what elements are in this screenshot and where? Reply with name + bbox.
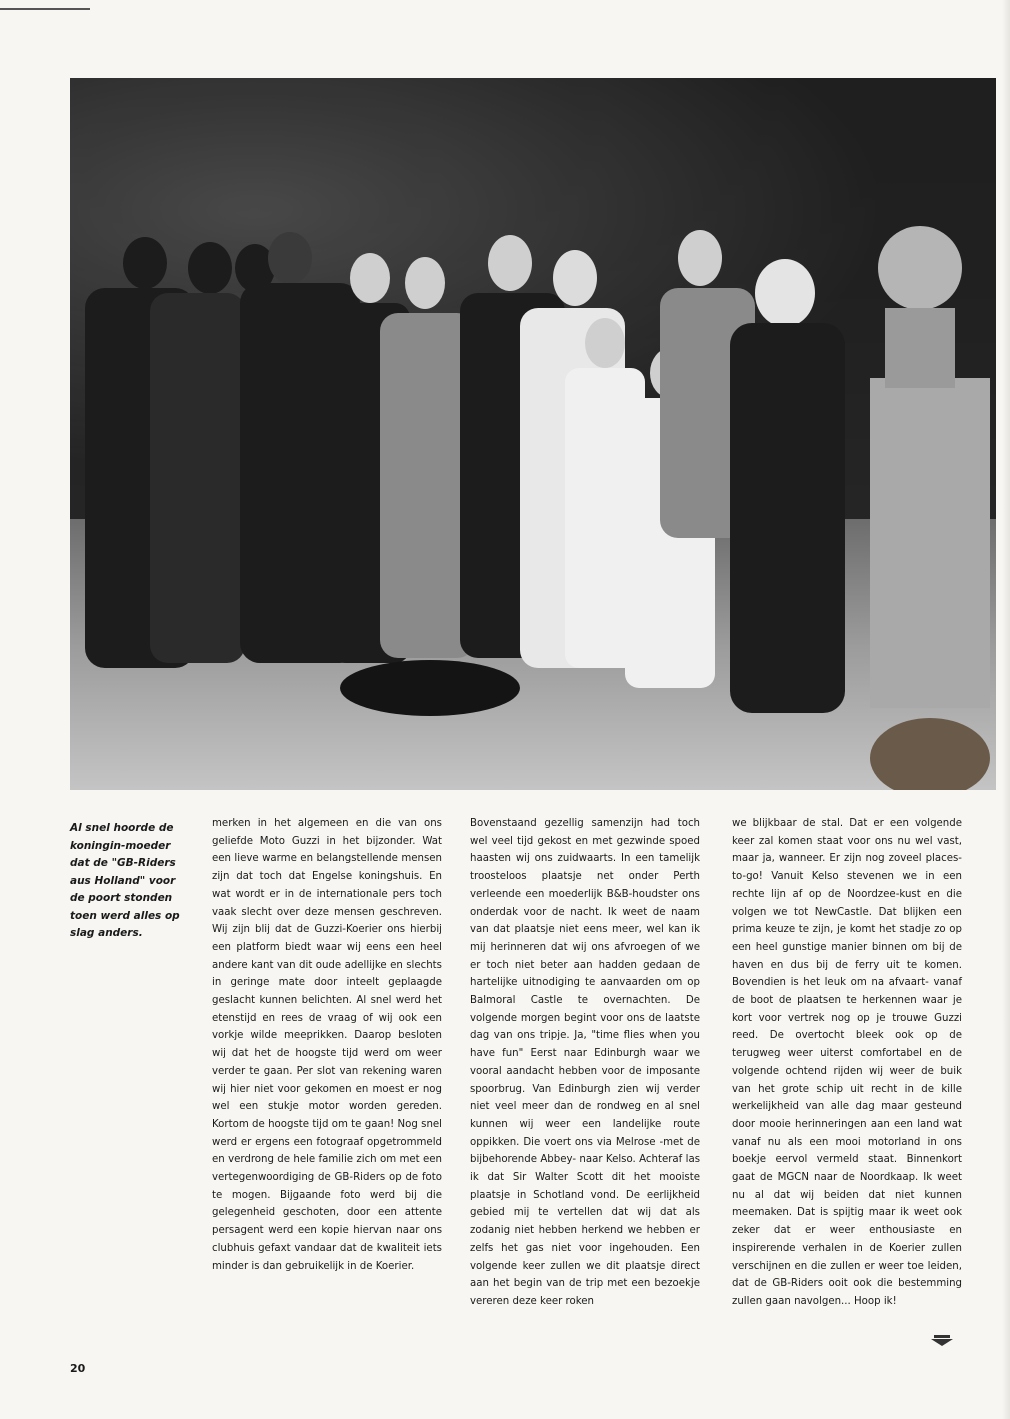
text-column-2 bbox=[470, 815, 700, 1311]
dog-corner bbox=[870, 718, 990, 790]
dog-foreground bbox=[340, 660, 520, 716]
column-2-text: Bovenstaand gezellig samenzijn had toch wel veel tijd gekost en met gezwinde spoed haasten wij ons zuidwaarts. In een tamelijk troosteloos plaatsje net onder Perth verleende een moederlijk B&B-houdster ons onderdak voor de nacht. Ik weet de naam van dat plaatsje niet eens meer, wel kan ik mij herinneren dat wij ons afvroegen of we er toch niet beter aan hadden gedaan de hartelijke uitnodiging te aanvaarden om op Balmoral Castle te overnachten. De volgende morgen begint voor ons de laatste dag van ons tripje. Ja, "time flies when you have fun" Eerst naar Edinburgh waar we vooral aandacht hebben voor de imposante spoorbrug. Van Edinburgh zien wij verder niet veel meer dan de rondweg en al snel kunnen wij weer een landelijke route oppikken. Die voert ons via Melrose -met de bijbehorende Abbey- naar Kelso. Achteraf las ik dat Sir Walter Scott dit het mooiste plaatsje in Schotland vond. De eerlijkheid gebied mij te vertellen dat wij dat als zodanig niet hebben herkend we hebben er zelfs het gas niet voor ingehouden. Een volgende keer zullen we dit plaatsje direct aan het begin van de trip met een bezoekje vereren deze keer roken bbox=[470, 818, 700, 1307]
page-edge bbox=[1002, 0, 1010, 1419]
text-column-1 bbox=[212, 815, 442, 1275]
photo-caption: Al snel hoorde de koningin-moeder dat de "GB-Riders aus Holland" voor de poort stonden toen werd alles op slag anders. bbox=[70, 822, 180, 939]
group-figures bbox=[70, 78, 996, 790]
end-mark-icon bbox=[930, 1333, 954, 1347]
text-column-3 bbox=[732, 815, 962, 1311]
top-rule bbox=[0, 8, 90, 10]
stone-ball bbox=[878, 226, 962, 310]
group-photo bbox=[70, 78, 996, 790]
stone-pillar bbox=[870, 378, 990, 708]
column-3-text: we blijkbaar de stal. Dat er een volgende keer zal komen staat voor ons nu wel vast, maar ja, wanneer. Er zijn nog zoveel places-to-go! Vanuit Kelso stevenen we in een rechte lijn af op de Noordzee-kust en die volgen we tot NewCastle. Dat blijken een prima keuze te zijn, je komt het stadje zo op een heel gunstige manier binnen om bij de haven en dus bij de ferry uit te komen. Bovendien is het leuk om na afvaart- vanaf de boot de plaatsen te herkennen waar je kort voor vertrek nog op je trouwe Guzzi reed. De overtocht bleek ook op de terugweg weer uiterst comfortabel en de volgende ochtend rijden wij weer de buik van het grote schip uit recht in de kille werkelijkheid van alle dag maar gesteund door mooie herinneringen aan een land wat vanaf nu als een mooi motorland in ons boekje eervol vermeld staat. Binnenkort gaat de MGCN naar de Noordkaap. Ik weet nu al dat wij beiden dat niet kunnen meemaken. Dat is spijtig maar ik weet ook zeker dat er weer enthousiaste en inspirerende verhalen in de Koerier zullen verschijnen en die zullen er weer toe leiden, dat de GB-Riders ooit ook die bestemming zullen gaan navolgen... Hoop ik! bbox=[732, 818, 962, 1307]
page-number: 20 bbox=[70, 1362, 86, 1375]
column-1-text: merken in het algemeen en die van ons geliefde Moto Guzzi in het bijzonder. Wat een lieve warme en belangstellende mensen zijn dat toch dat Engelse koningshuis. En wat wordt er in de internationale pers toch vaak slecht over deze mensen geschreven. Wij zijn blij dat de Guzzi-Koerier ons hierbij een platform biedt waar wij eens een heel andere kant van dit oude adellijke en slechts in geringe mate door inteelt geplaagde geslacht kunnen belichten. Al snel werd het etenstijd en rees de vraag of wij ook een vorkje wilde meeprikken. Daarop besloten wij dat het de hoogste tijd werd om weer verder te gaan. Per slot van rekening waren wij hier niet voor gekomen en moest er nog wel een stukje motor worden gereden. Kortom de hoogste tijd om te gaan! Nog snel werd er ergens een fotograaf opgetrommeld en verdrong de hele familie zich om met een vertegenwoordiging de GB-Riders op de foto te mogen. Bijgaande foto werd bij die gelegenheid geschoten, door een attente persagent werd een kopie hiervan naar ons clubhuis gefaxt vandaar dat de kwaliteit iets minder is dan gebruikelijk in de Koerier. bbox=[212, 818, 442, 1272]
